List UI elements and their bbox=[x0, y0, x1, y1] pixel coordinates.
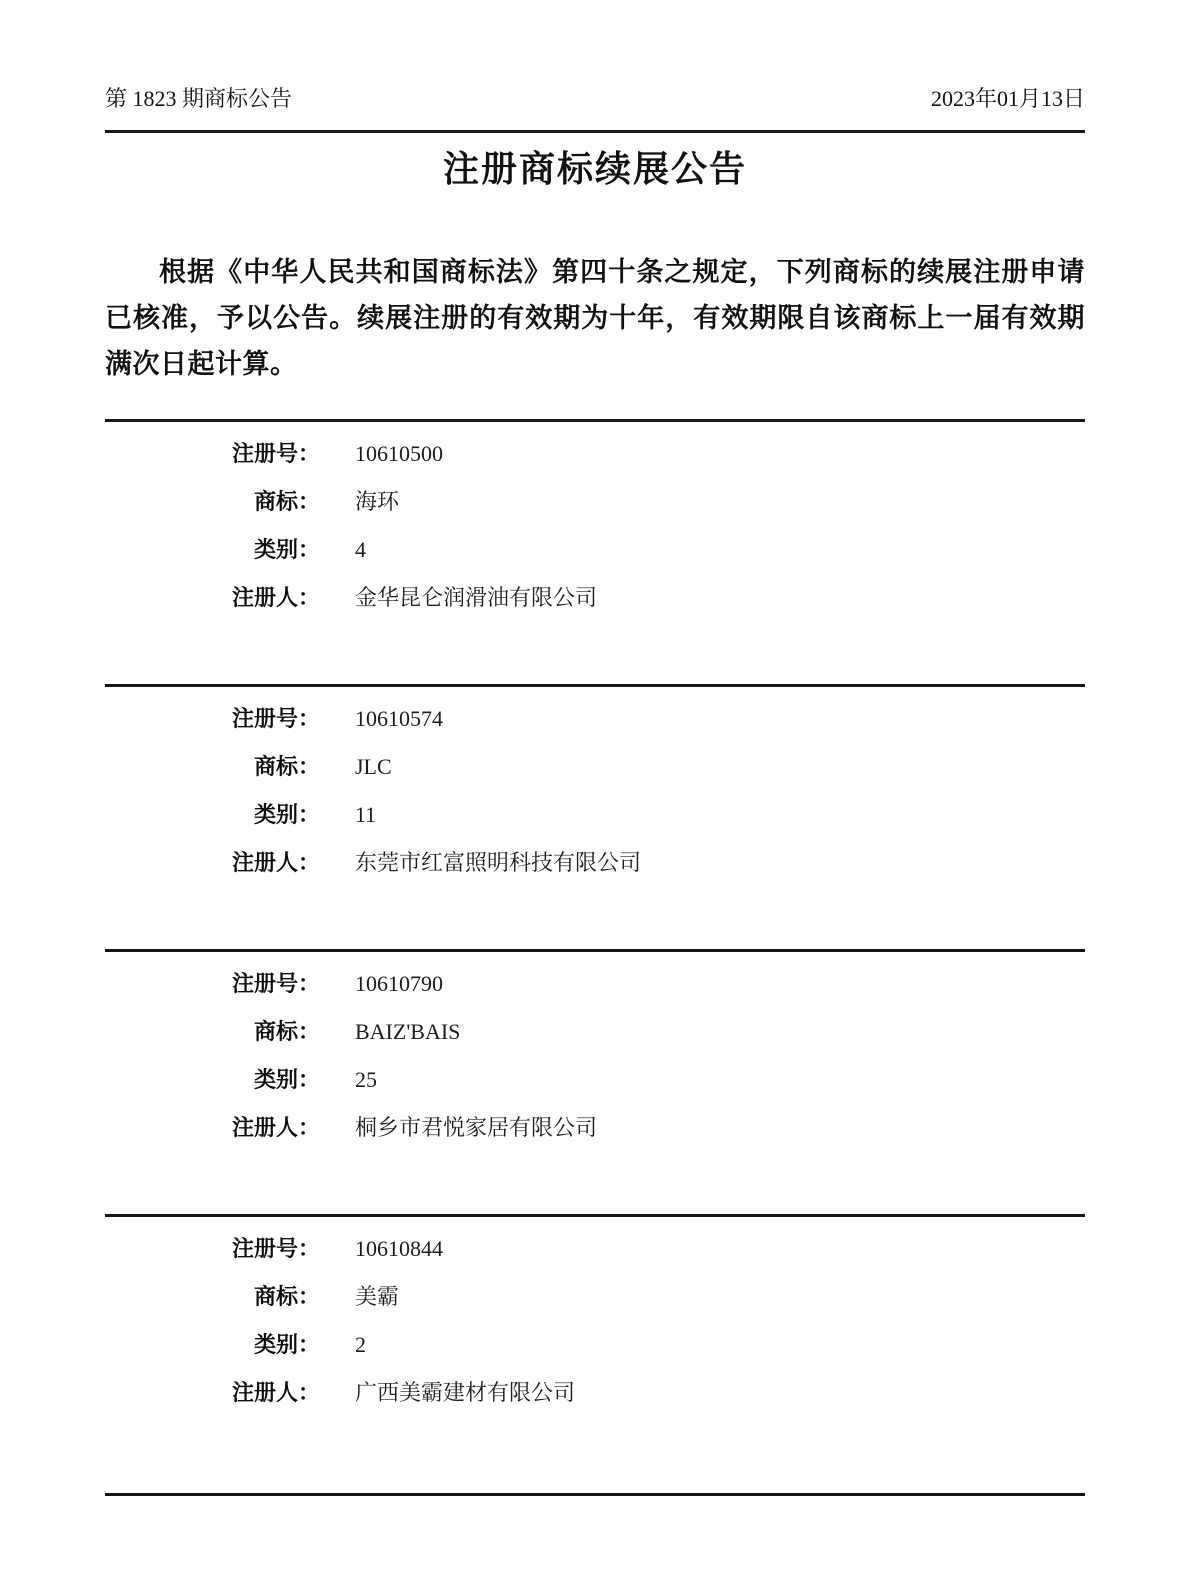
trademark-value: BAIZ'BAIS bbox=[355, 1019, 461, 1044]
trademark-label: 商标： bbox=[253, 1019, 320, 1044]
category-label: 类别： bbox=[253, 537, 320, 562]
registrant-value: 桐乡市君悦家居有限公司 bbox=[355, 1115, 598, 1140]
category-value: 4 bbox=[355, 537, 366, 562]
trademark-record bbox=[105, 419, 1085, 622]
page-title: 注册商标续展公告 bbox=[442, 149, 747, 189]
gazette-issue-number: 第 1823 期商标公告 bbox=[105, 86, 293, 111]
trademark-record bbox=[105, 949, 1085, 1152]
record-divider bbox=[105, 949, 1085, 952]
reg-no-value: 10610574 bbox=[355, 706, 443, 731]
registrant-value: 广西美霸建材有限公司 bbox=[355, 1380, 576, 1405]
trademark-value: 美霸 bbox=[355, 1284, 400, 1309]
reg-no-row bbox=[105, 695, 1085, 743]
trademark-row bbox=[105, 1008, 1085, 1056]
category-row bbox=[105, 1056, 1085, 1104]
category-value: 25 bbox=[355, 1067, 377, 1092]
trademark-value: 海环 bbox=[355, 489, 400, 514]
category-row bbox=[105, 526, 1085, 574]
reg-no-value: 10610844 bbox=[355, 1236, 443, 1261]
intro-paragraph: 根据《中华人民共和国商标法》第四十条之规定，下列商标的续展注册申请已核准，予以公告。续展注册的有效期为十年，有效期限自该商标上一届有效期满次日起计算。 bbox=[105, 257, 1085, 379]
registrant-label: 注册人： bbox=[231, 1115, 320, 1140]
category-label: 类别： bbox=[253, 802, 320, 827]
registrant-label: 注册人： bbox=[231, 850, 320, 875]
reg-no-value: 10610790 bbox=[355, 971, 443, 996]
trademark-record bbox=[105, 684, 1085, 887]
trademark-label: 商标： bbox=[253, 754, 320, 779]
registrant-row bbox=[105, 574, 1085, 622]
trademark-row bbox=[105, 1273, 1085, 1321]
trademark-row bbox=[105, 743, 1085, 791]
registrant-value: 东莞市红富照明科技有限公司 bbox=[355, 850, 642, 875]
reg-no-label: 注册号： bbox=[231, 1236, 320, 1261]
registrant-row bbox=[105, 1369, 1085, 1417]
reg-no-row bbox=[105, 1225, 1085, 1273]
reg-no-row bbox=[105, 430, 1085, 478]
record-divider bbox=[105, 419, 1085, 422]
trademark-label: 商标： bbox=[253, 489, 320, 514]
reg-no-label: 注册号： bbox=[231, 971, 320, 996]
category-value: 11 bbox=[355, 802, 377, 827]
page-header bbox=[105, 0, 1085, 114]
registrant-row bbox=[105, 839, 1085, 887]
reg-no-label: 注册号： bbox=[231, 441, 320, 466]
footer-divider bbox=[105, 1493, 1085, 1496]
trademark-record bbox=[105, 1214, 1085, 1417]
header-divider bbox=[105, 130, 1085, 133]
registrant-label: 注册人： bbox=[231, 585, 320, 610]
category-label: 类别： bbox=[253, 1067, 320, 1092]
record-divider bbox=[105, 1214, 1085, 1217]
record-list bbox=[105, 419, 1085, 1417]
category-value: 2 bbox=[355, 1332, 366, 1357]
trademark-label: 商标： bbox=[253, 1284, 320, 1309]
trademark-value: JLC bbox=[355, 754, 392, 779]
registrant-label: 注册人： bbox=[231, 1380, 320, 1405]
record-divider bbox=[105, 684, 1085, 687]
reg-no-row bbox=[105, 960, 1085, 1008]
category-row bbox=[105, 1321, 1085, 1369]
gazette-date: 2023年01月13日 bbox=[930, 86, 1085, 111]
category-label: 类别： bbox=[253, 1332, 320, 1357]
registrant-row bbox=[105, 1104, 1085, 1152]
category-row bbox=[105, 791, 1085, 839]
reg-no-value: 10610500 bbox=[355, 441, 443, 466]
reg-no-label: 注册号： bbox=[231, 706, 320, 731]
registrant-value: 金华昆仑润滑油有限公司 bbox=[355, 585, 598, 610]
trademark-row bbox=[105, 478, 1085, 526]
